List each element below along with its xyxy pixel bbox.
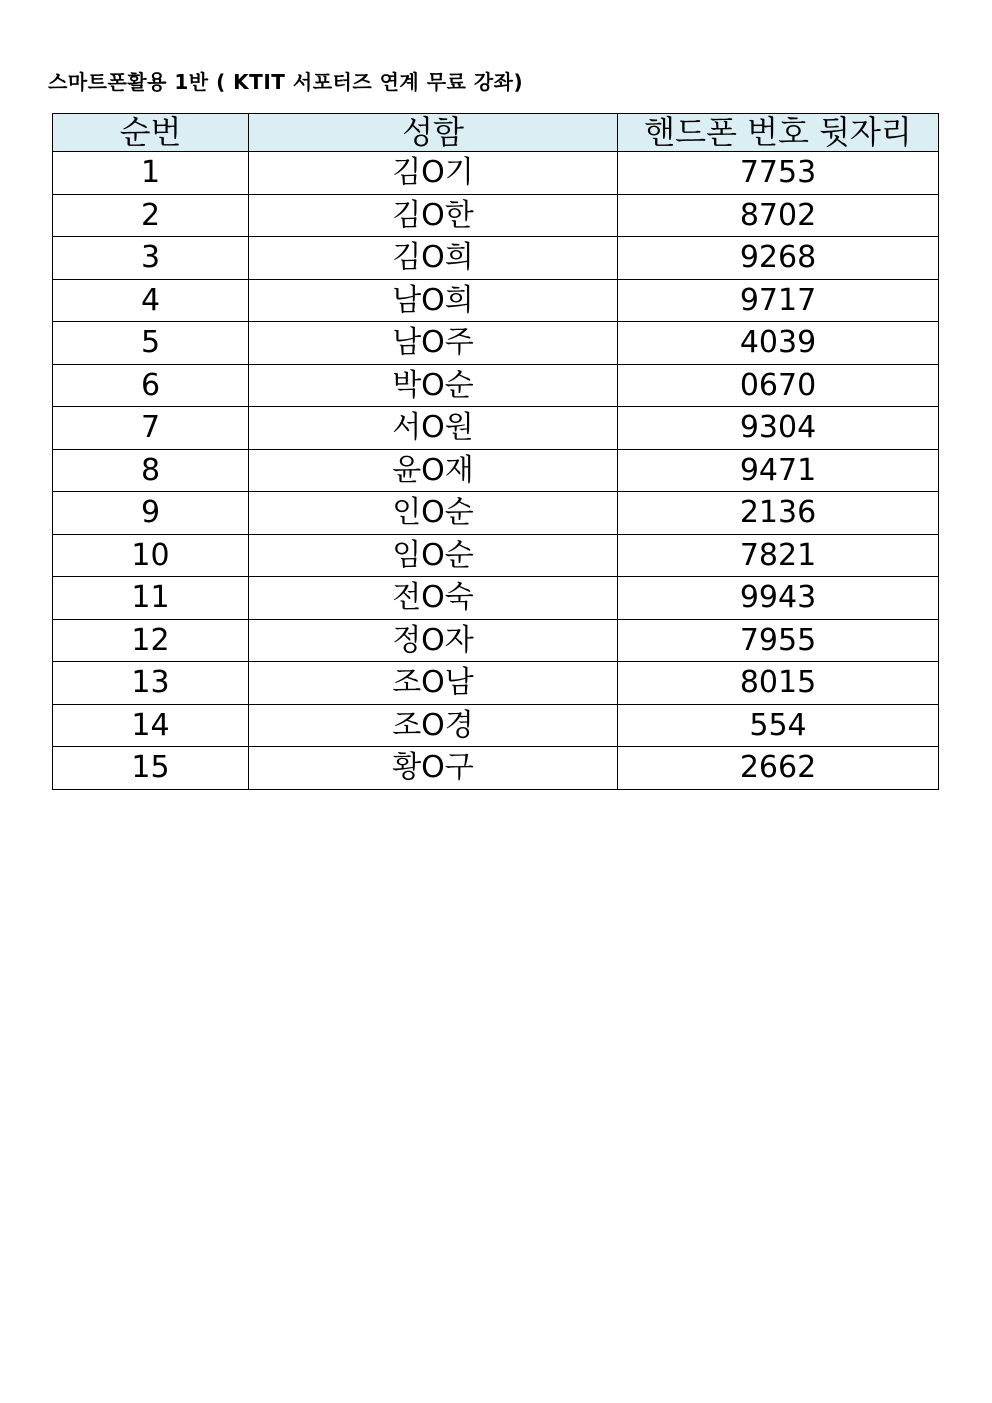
table-row <box>53 364 939 407</box>
row-name-cell: 서O원 <box>249 407 618 450</box>
table-row <box>53 704 939 747</box>
row-name-cell: 전O숙 <box>249 577 618 620</box>
row-phone-cell: 9943 <box>618 577 939 620</box>
row-phone-cell: 4039 <box>618 322 939 365</box>
row-name-cell: 황O구 <box>249 747 618 790</box>
table-row <box>53 279 939 322</box>
row-name-cell: 윤O재 <box>249 449 618 492</box>
row-number-cell: 11 <box>53 577 249 620</box>
row-phone-cell: 7753 <box>618 152 939 195</box>
table-row <box>53 577 939 620</box>
row-number-cell: 10 <box>53 534 249 577</box>
row-number-cell: 9 <box>53 492 249 535</box>
row-phone-cell: 9717 <box>618 279 939 322</box>
row-phone-cell: 9471 <box>618 449 939 492</box>
row-name-cell: 임O순 <box>249 534 618 577</box>
table-row <box>53 194 939 237</box>
row-phone-cell: 8015 <box>618 662 939 705</box>
table-row <box>53 407 939 450</box>
row-name-cell: 조O경 <box>249 704 618 747</box>
row-name-cell: 남O희 <box>249 279 618 322</box>
row-phone-cell: 7821 <box>618 534 939 577</box>
row-number-cell: 1 <box>53 152 249 195</box>
row-number-cell: 5 <box>53 322 249 365</box>
page-title: 스마트폰활용 1반 ( KTIT 서포터즈 연계 무료 강좌) <box>48 70 524 94</box>
table-row <box>53 662 939 705</box>
attendee-table <box>52 113 939 790</box>
row-name-cell: 인O순 <box>249 492 618 535</box>
row-phone-cell: 9304 <box>618 407 939 450</box>
row-name-cell: 김O기 <box>249 152 618 195</box>
row-phone-cell: 2662 <box>618 747 939 790</box>
row-phone-cell: 8702 <box>618 194 939 237</box>
row-name-cell: 정O자 <box>249 619 618 662</box>
row-phone-cell: 2136 <box>618 492 939 535</box>
row-number-cell: 7 <box>53 407 249 450</box>
row-name-cell: 김O희 <box>249 237 618 280</box>
column-header-number: 순번 <box>53 114 249 152</box>
table-row <box>53 492 939 535</box>
row-number-cell: 8 <box>53 449 249 492</box>
table-header-row <box>53 114 939 152</box>
row-number-cell: 6 <box>53 364 249 407</box>
table-row <box>53 152 939 195</box>
row-number-cell: 14 <box>53 704 249 747</box>
row-name-cell: 박O순 <box>249 364 618 407</box>
column-header-phone-last-digits: 핸드폰 번호 뒷자리 <box>618 114 939 152</box>
row-number-cell: 13 <box>53 662 249 705</box>
row-name-cell: 남O주 <box>249 322 618 365</box>
row-phone-cell: 7955 <box>618 619 939 662</box>
table-row <box>53 619 939 662</box>
row-number-cell: 3 <box>53 237 249 280</box>
table-row <box>53 322 939 365</box>
row-name-cell: 조O남 <box>249 662 618 705</box>
row-phone-cell: 0670 <box>618 364 939 407</box>
row-name-cell: 김O한 <box>249 194 618 237</box>
row-number-cell: 2 <box>53 194 249 237</box>
row-number-cell: 12 <box>53 619 249 662</box>
row-number-cell: 4 <box>53 279 249 322</box>
table-row <box>53 747 939 790</box>
row-phone-cell: 554 <box>618 704 939 747</box>
table-row <box>53 534 939 577</box>
column-header-name: 성함 <box>249 114 618 152</box>
row-number-cell: 15 <box>53 747 249 790</box>
row-phone-cell: 9268 <box>618 237 939 280</box>
table-row <box>53 449 939 492</box>
table-row <box>53 237 939 280</box>
